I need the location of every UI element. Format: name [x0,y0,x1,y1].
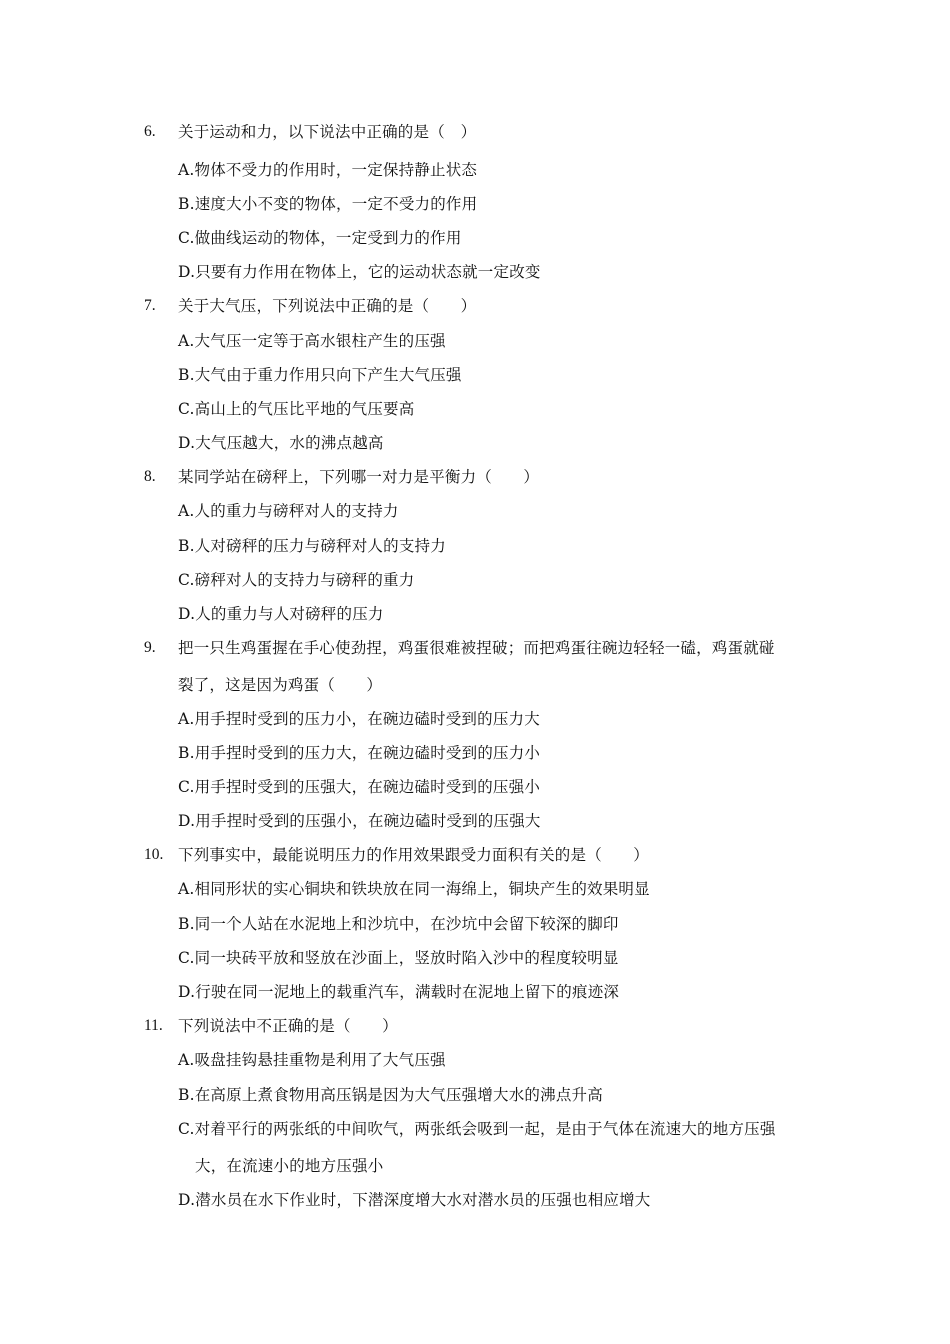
option-b: B.人对磅秤的压力与磅秤对人的支持力 [178,537,446,555]
option-d: D.只要有力作用在物体上，它的运动状态就一定改变 [178,263,541,281]
option-c-line-2: 大，在流速小的地方压强小 [195,1157,384,1175]
question-number: 9. [144,639,156,656]
option-c: C.高山上的气压比平地的气压要高 [178,400,415,418]
option-c: C.磅秤对人的支持力与磅秤的重力 [178,571,415,589]
option-a: A.人的重力与磅秤对人的支持力 [178,502,399,520]
option-d: D.大气压越大，水的沸点越高 [178,434,384,452]
option-c: C.用手捏时受到的压强大，在碗边磕时受到的压强小 [178,778,541,796]
option-c: C.同一块砖平放和竖放在沙面上，竖放时陷入沙中的程度较明显 [178,949,619,967]
question-stem-line-1: 把一只生鸡蛋握在手心使劲捏，鸡蛋很难被捏破；而把鸡蛋往碗边轻轻一磕，鸡蛋就碰 [178,639,775,657]
option-a: A.吸盘挂钩悬挂重物是利用了大气压强 [178,1051,446,1069]
question-number: 6. [144,123,156,140]
option-b: B.速度大小不变的物体，一定不受力的作用 [178,195,478,213]
question-stem: 下列事实中，最能说明压力的作用效果跟受力面积有关的是（ ） [178,846,650,864]
question-stem: 关于运动和力，以下说法中正确的是（ ） [178,123,477,141]
option-a: A.用手捏时受到的压力小，在碗边磕时受到的压力大 [178,710,540,728]
option-b: B.用手捏时受到的压力大，在碗边磕时受到的压力小 [178,744,541,762]
option-b: B.同一个人站在水泥地上和沙坑中，在沙坑中会留下较深的脚印 [178,915,619,933]
question-number: 8. [144,468,156,485]
option-b: B.大气由于重力作用只向下产生大气压强 [178,366,462,384]
question-stem: 下列说法中不正确的是（ ） [178,1017,398,1035]
option-c: C.做曲线运动的物体，一定受到力的作用 [178,229,462,247]
option-d: D.行驶在同一泥地上的载重汽车，满载时在泥地上留下的痕迹深 [178,983,620,1001]
option-b: B.在高原上煮食物用高压锅是因为大气压强增大水的沸点升高 [178,1086,603,1104]
question-number: 11. [144,1017,163,1034]
option-a: A.大气压一定等于高水银柱产生的压强 [178,332,446,350]
option-a: A.相同形状的实心铜块和铁块放在同一海绵上，铜块产生的效果明显 [178,880,650,898]
question-stem-line-2: 裂了，这是因为鸡蛋（ ） [178,676,383,694]
option-d: D.用手捏时受到的压强小，在碗边磕时受到的压强大 [178,812,541,830]
option-a: A.物体不受力的作用时，一定保持静止状态 [178,161,478,179]
question-number: 10. [144,846,164,863]
option-d: D.人的重力与人对磅秤的压力 [178,605,384,623]
option-c-line-1: C.对着平行的两张纸的中间吹气，两张纸会吸到一起，是由于气体在流速大的地方压强 [178,1120,776,1138]
question-stem: 关于大气压，下列说法中正确的是（ ） [178,297,477,315]
question-stem: 某同学站在磅秤上，下列哪一对力是平衡力（ ） [178,468,540,486]
question-number: 7. [144,297,156,314]
option-d: D.潜水员在水下作业时，下潜深度增大水对潜水员的压强也相应增大 [178,1191,651,1209]
